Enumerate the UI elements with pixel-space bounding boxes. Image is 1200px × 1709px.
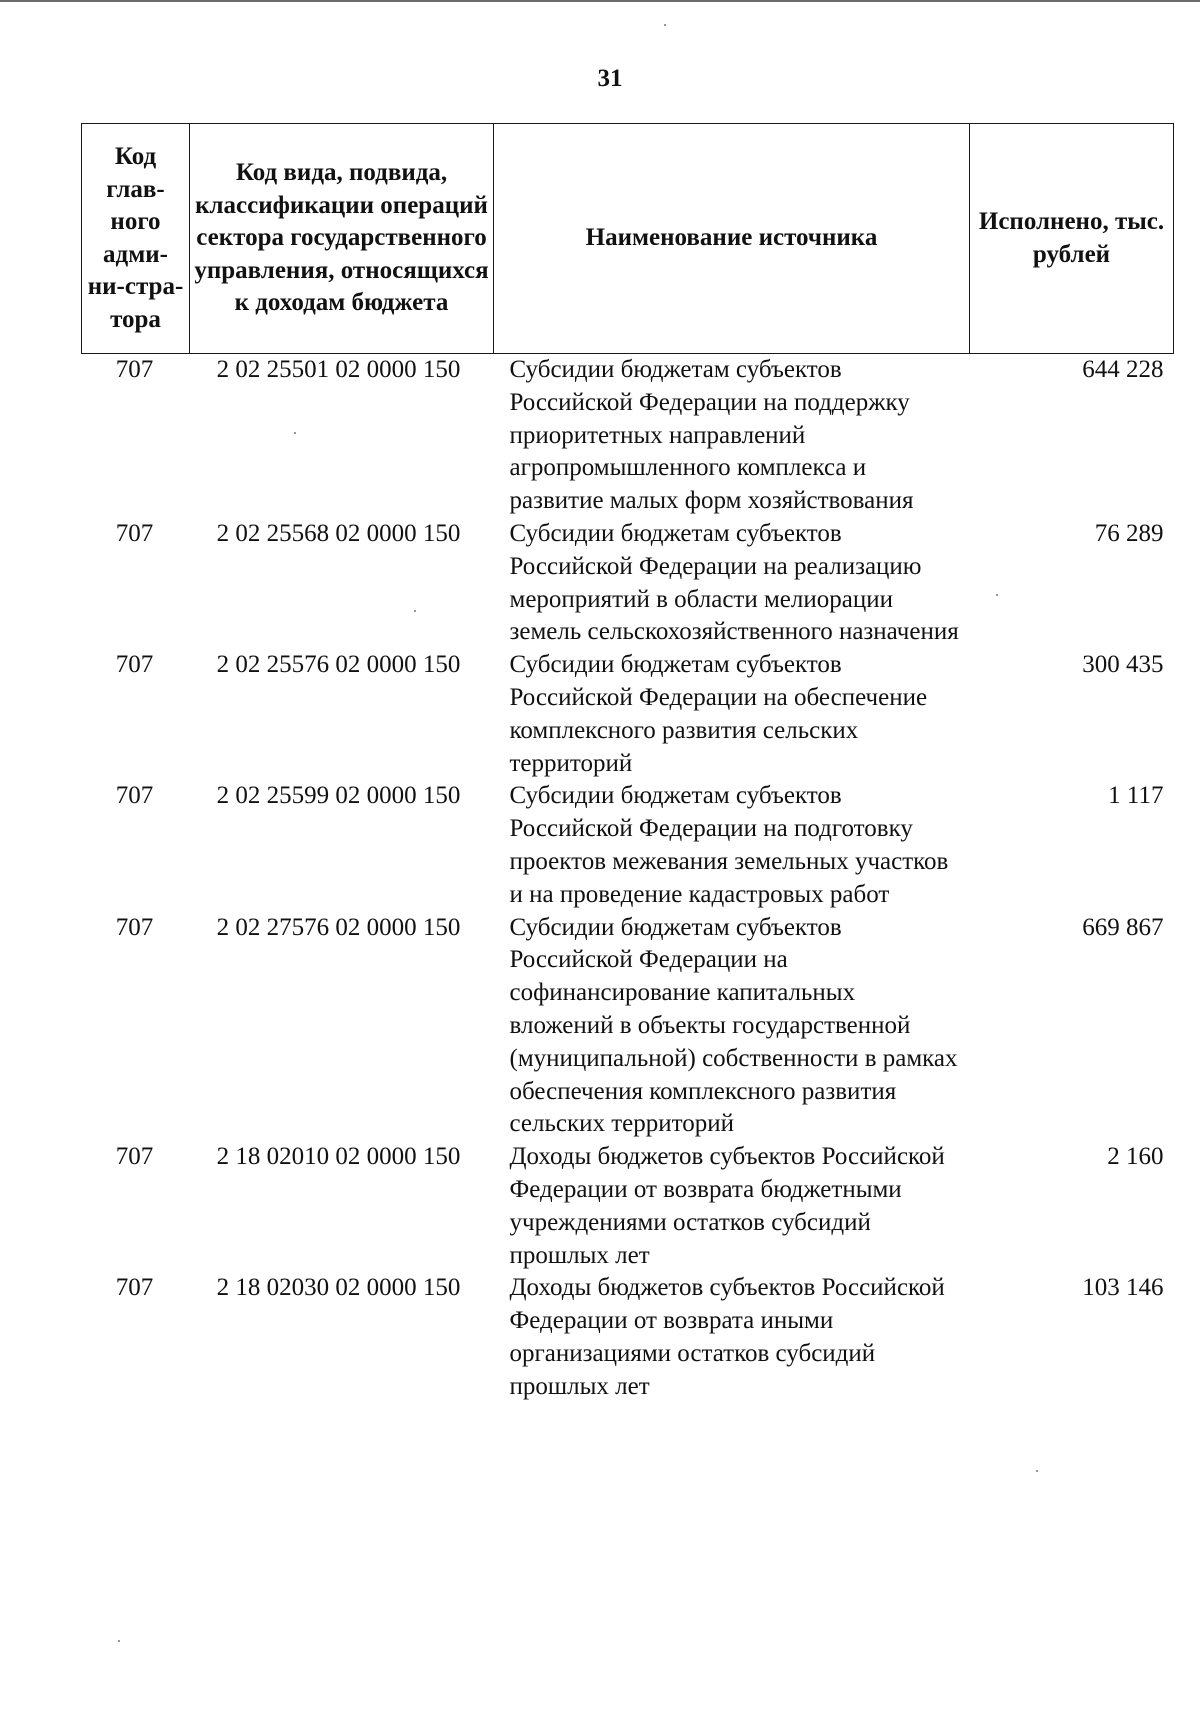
cell-name: Доходы бюджетов субъектов Российской Федерации от возврата бюджетными учреждениями остатков субсидий прошлых лет: [509, 1143, 945, 1269]
page-number: 31: [597, 65, 623, 92]
revenue-sources-table: [81, 123, 1174, 1404]
scan-speck: [664, 24, 666, 26]
cell-name: Субсидии бюджетам субъектов Российской Федерации на подготовку проектов межевания земельных участков и на проведение кадастровых работ: [509, 782, 949, 908]
cell-amount: 103 146: [1082, 1274, 1164, 1302]
cell-code: 2 02 25599 02 0000 150: [216, 782, 461, 810]
cell-code: 2 18 02030 02 0000 150: [216, 1274, 461, 1302]
header-type-code: Код вида, подвида, классификации операций сектора государственного управления, относящихся к доходам бюджета: [190, 124, 494, 354]
table-row: [82, 649, 1174, 780]
table-row: [82, 912, 1174, 1142]
scan-speck: [294, 432, 296, 434]
cell-admin: 707: [115, 782, 154, 810]
cell-amount: 644 228: [1082, 356, 1164, 383]
top-scan-edge: [0, 0, 1200, 2]
cell-code: 2 02 25568 02 0000 150: [216, 519, 461, 547]
cell-name: Субсидии бюджетам субъектов Российской Федерации на софинансирование капитальных вложений в объекты государственной (муниципальной) собственности в рамках обеспечения комплексного развития сельских территорий: [509, 913, 958, 1138]
table-row: [82, 1141, 1174, 1272]
cell-name: Субсидии бюджетам субъектов Российской Федерации на реализацию мероприятий в области мелиорации земель сельскохозяйственного назначения: [509, 519, 959, 646]
cell-amount: 669 867: [1082, 913, 1164, 941]
cell-admin: 707: [115, 1143, 154, 1171]
cell-admin: 707: [115, 913, 154, 941]
table-row: [82, 780, 1174, 911]
table-body: [82, 354, 1174, 1404]
header-source-name: Наименование источника: [494, 124, 970, 354]
scan-speck: [1036, 1470, 1038, 1472]
table-row: [82, 1272, 1174, 1403]
cell-amount: 300 435: [1082, 651, 1164, 679]
cell-admin: 707: [115, 356, 154, 383]
cell-name: Субсидии бюджетам субъектов Российской Федерации на поддержку приоритетных направлений агропромышленного комплекса и развитие малых форм хозяйствования: [509, 356, 914, 515]
table-header: [82, 124, 1174, 354]
cell-code: 2 02 27576 02 0000 150: [216, 913, 461, 941]
cell-name: Доходы бюджетов субъектов Российской Федерации от возврата иными организациями остатков субсидий прошлых лет: [509, 1274, 945, 1400]
cell-amount: 76 289: [1094, 519, 1164, 547]
cell-admin: 707: [115, 519, 154, 547]
cell-code: 2 02 25501 02 0000 150: [216, 356, 461, 383]
table-row: [82, 354, 1174, 518]
cell-name: Субсидии бюджетам субъектов Российской Федерации на обеспечение комплексного развития сельских территорий: [509, 651, 928, 777]
scan-speck: [118, 1640, 120, 1642]
cell-amount: 1 117: [1108, 782, 1164, 810]
header-admin-code: Код глав-ного адми-ни-стра-тора: [82, 124, 190, 354]
cell-admin: 707: [115, 1274, 154, 1302]
cell-admin: 707: [115, 651, 154, 679]
cell-code: 2 02 25576 02 0000 150: [216, 651, 461, 679]
scan-speck: [414, 610, 416, 612]
header-row: [82, 124, 1174, 354]
cell-amount: 2 160: [1107, 1143, 1164, 1171]
header-executed: Исполнено, тыс. рублей: [970, 124, 1174, 354]
cell-code: 2 18 02010 02 0000 150: [216, 1143, 461, 1171]
table-row: [82, 518, 1174, 649]
scan-speck: [996, 594, 998, 596]
